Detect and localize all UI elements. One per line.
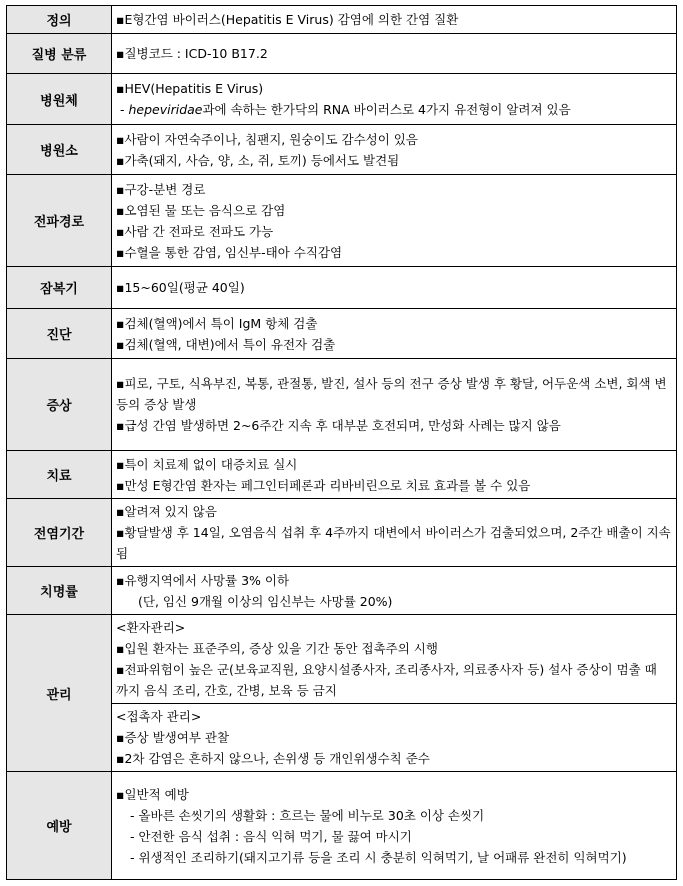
text-line: ▪유행지역에서 사망률 3% 이하	[116, 572, 290, 588]
text-line: ▪일반적 예방	[116, 786, 189, 802]
content-symptoms	[112, 359, 677, 451]
fact-table	[6, 5, 677, 880]
header-reservoir: 병원소	[7, 125, 112, 175]
text-line: (단, 임신 9개월 이상의 임신부는 사망률 20%)	[138, 593, 393, 609]
section-title: <접촉자 관리>	[116, 709, 202, 724]
text-line: ▪피로, 구토, 식욕부진, 복통, 관절통, 발진, 설사 등의 전구 증상 발생 후 황달, 어두운색 소변, 회색 변 등의 증상 발생	[116, 376, 667, 412]
header-fatality: 치명률	[7, 567, 112, 615]
text-line: ▪입원 환자는 표준주의, 증상 있을 기간 동안 접촉주의 시행	[116, 641, 438, 656]
text-line: ▪전파위험이 높은 군(보육교직원, 요양시설종사자, 조리종사자, 의료종사자 등) 설사 증상이 멈출 때 까지 음식 조리, 간호, 간병, 보육 등 금지	[116, 662, 657, 698]
header-classification: 질병 분류	[7, 34, 112, 74]
text-line: ▪급성 간염 발생하면 2~6주간 지속 후 대부분 호전되며, 만성화 사례는 많지 않음	[116, 418, 561, 433]
row-incubation	[7, 267, 677, 309]
row-treatment	[7, 451, 677, 499]
header-infectious-period: 전염기간	[7, 499, 112, 567]
text-line: - 위생적인 조리하기(돼지고기류 등을 조리 시 충분히 익혀먹기, 날 어패류 완전히 익혀먹기)	[130, 849, 627, 865]
text-line: ▪2차 감염은 흔하지 않으나, 손위생 등 개인위생수칙 준수	[116, 751, 430, 766]
content-treatment	[112, 451, 677, 499]
text-line: ▪검체(혈액, 대변)에서 특이 유전자 검출	[116, 336, 336, 352]
text-line: ▪가축(돼지, 사슴, 양, 소, 쥐, 토끼) 등에서도 발견됨	[116, 152, 400, 168]
header-symptoms: 증상	[7, 359, 112, 451]
text-line: ▪수혈을 통한 감염, 임신부-태아 수직감염	[116, 244, 343, 260]
header-transmission: 전파경로	[7, 175, 112, 267]
text-line: ▪HEV(Hepatitis E Virus)	[116, 81, 264, 96]
text-line: ▪만성 E형간염 환자는 페그인터페론과 리바비린으로 치료 효과를 볼 수 있음	[116, 477, 531, 493]
content-pathogen	[112, 74, 677, 125]
text-line: ▪사람이 자연숙주이나, 침팬지, 원숭이도 감수성이 있음	[116, 131, 418, 147]
section-title: <환자관리>	[116, 620, 186, 635]
header-diagnosis: 진단	[7, 309, 112, 359]
content-management	[112, 615, 677, 772]
content-infectious-period	[112, 499, 677, 567]
text-line: ▪구강-분변 경로	[116, 181, 206, 197]
row-transmission	[7, 175, 677, 267]
text-line: ▪알려져 있지 않음	[116, 504, 217, 519]
contact-management-block	[116, 704, 672, 769]
content-reservoir	[112, 125, 677, 175]
row-management	[7, 615, 677, 772]
content-definition	[112, 6, 677, 34]
disease-fact-sheet	[6, 5, 677, 880]
text-line: - 안전한 음식 섭취 : 음식 익혀 먹기, 물 끓여 마시기	[130, 828, 412, 844]
content-classification	[112, 34, 677, 74]
header-definition: 정의	[7, 6, 112, 34]
text-line: ▪사람 간 전파로 전파도 가능	[116, 223, 274, 239]
row-definition	[7, 6, 677, 34]
row-pathogen	[7, 74, 677, 125]
row-classification	[7, 34, 677, 74]
content-diagnosis	[112, 309, 677, 359]
text-line: ▪검체(혈액)에서 특이 IgM 항체 검출	[116, 315, 318, 331]
content-fatality	[112, 567, 677, 615]
text-line: ▪증상 발생여부 관찰	[116, 730, 230, 745]
text-line: ▪황달발생 후 14일, 오염음식 섭취 후 4주까지 대변에서 바이러스가 검출되었으며, 2주간 배출이 지속됨	[116, 525, 671, 561]
text-line: ▪특이 치료제 없이 대증치료 실시	[116, 456, 298, 472]
dash-prefix: -	[116, 102, 129, 117]
text-line-sub	[116, 99, 672, 120]
header-management: 관리	[7, 615, 112, 772]
content-incubation	[112, 267, 677, 309]
header-incubation: 잠복기	[7, 267, 112, 309]
header-prevention: 예방	[7, 772, 112, 880]
header-pathogen: 병원체	[7, 74, 112, 125]
row-fatality	[7, 567, 677, 615]
content-prevention	[112, 772, 677, 880]
row-diagnosis	[7, 309, 677, 359]
row-symptoms	[7, 359, 677, 451]
family-name: hepeviridae	[128, 102, 203, 117]
text-line: ▪오염된 물 또는 음식으로 감염	[116, 202, 286, 218]
row-reservoir	[7, 125, 677, 175]
text-line: ▪15~60일(평균 40일)	[116, 280, 245, 295]
text-line: ▪질병코드 : ICD-10 B17.2	[116, 46, 268, 61]
row-infectious-period	[7, 499, 677, 567]
content-transmission	[112, 175, 677, 267]
row-prevention	[7, 772, 677, 880]
sub-rest: 과에 속하는 한가닥의 RNA 바이러스로 4가지 유전형이 알려져 있음	[202, 102, 571, 117]
text-line: - 올바른 손씻기의 생활화 : 흐르는 물에 비누로 30초 이상 손씻기	[130, 807, 485, 823]
header-treatment: 치료	[7, 451, 112, 499]
patient-management-block	[112, 617, 676, 704]
text-line: ▪E형간염 바이러스(Hepatitis E Virus) 감염에 의한 간염 질환	[116, 12, 459, 27]
